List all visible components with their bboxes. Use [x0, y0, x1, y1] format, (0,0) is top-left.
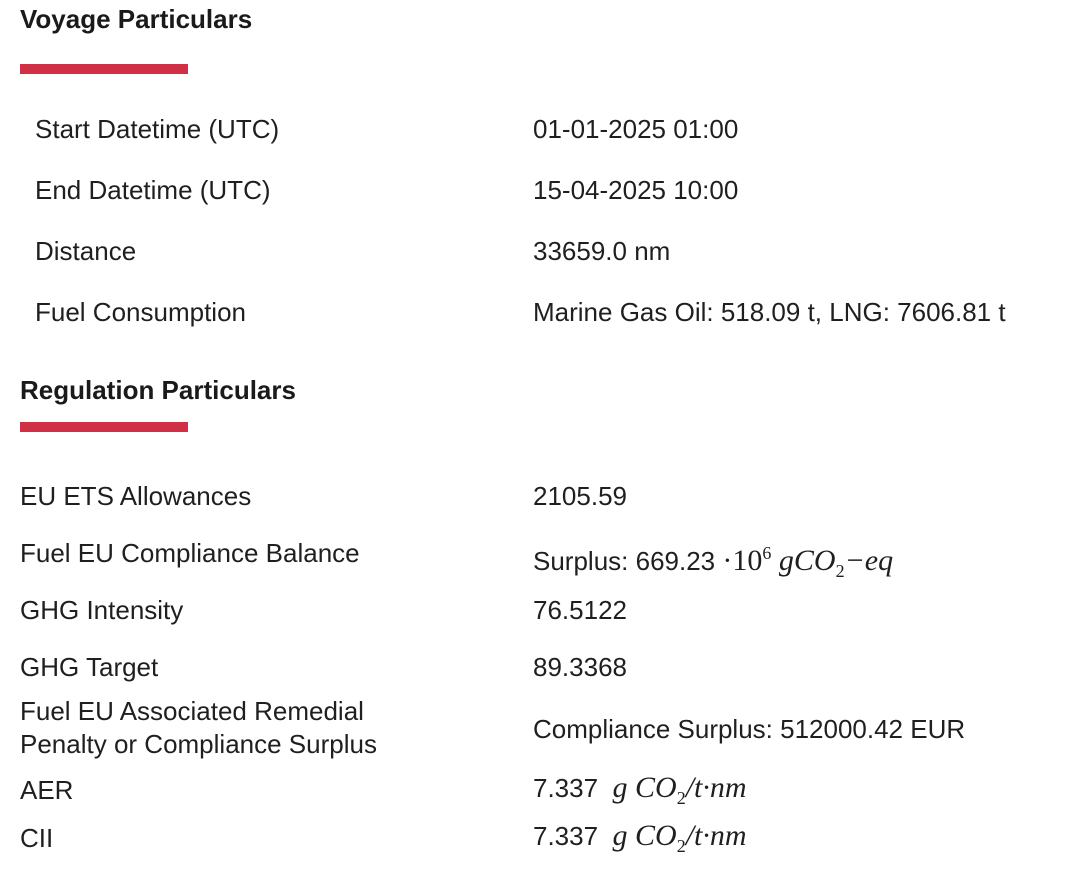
ghg-target-value: 89.3368	[533, 652, 627, 682]
distance-label: Distance	[35, 236, 137, 266]
ghg-target-label: GHG Target	[20, 652, 159, 682]
compliance-balance-unit: $\cdot 10^6$ gCO$_2$−eq	[722, 543, 894, 581]
cii-value	[533, 819, 747, 863]
compliance-balance-value	[533, 536, 893, 588]
remedial-penalty-label	[20, 695, 377, 761]
compliance-balance-number: Surplus: 669.23	[533, 546, 716, 576]
remedial-penalty-label-line1: Fuel EU Associated Remedial	[20, 696, 364, 726]
aer-number: 7.337	[533, 773, 599, 803]
eu-ets-allowances-value: 2105.59	[533, 481, 627, 511]
ghg-intensity-value: 76.5122	[533, 595, 627, 625]
aer-unit: g $CO_2/t\cdot nm$	[612, 771, 747, 808]
remedial-penalty-value: Compliance Surplus: 512000.42 EUR	[533, 714, 966, 744]
ghg-intensity-label: GHG Intensity	[20, 595, 184, 625]
end-datetime-label: End Datetime (UTC)	[35, 175, 271, 205]
end-datetime-value: 15-04-2025 10:00	[533, 175, 739, 205]
cii-number: 7.337	[533, 821, 599, 851]
compliance-balance-label: Fuel EU Compliance Balance	[20, 538, 360, 568]
cii-unit: g $CO_2/t\cdot nm$	[612, 819, 747, 856]
distance-value: 33659.0 nm	[533, 236, 671, 266]
aer-label: AER	[20, 775, 74, 805]
fuel-consumption-label: Fuel Consumption	[35, 297, 246, 327]
fuel-consumption-value: Marine Gas Oil: 518.09 t, LNG: 7606.81 t	[533, 297, 1006, 327]
voyage-title-underline	[20, 64, 188, 74]
start-datetime-label: Start Datetime (UTC)	[35, 114, 280, 144]
start-datetime-value: 01-01-2025 01:00	[533, 114, 739, 144]
voyage-section-title: Voyage Particulars	[20, 4, 253, 34]
regulation-section-title: Regulation Particulars	[20, 375, 296, 405]
cii-label: CII	[20, 823, 54, 853]
eu-ets-allowances-label: EU ETS Allowances	[20, 481, 252, 511]
aer-value	[533, 771, 747, 815]
remedial-penalty-label-line2: Penalty or Compliance Surplus	[20, 729, 377, 759]
regulation-title-underline	[20, 422, 188, 432]
